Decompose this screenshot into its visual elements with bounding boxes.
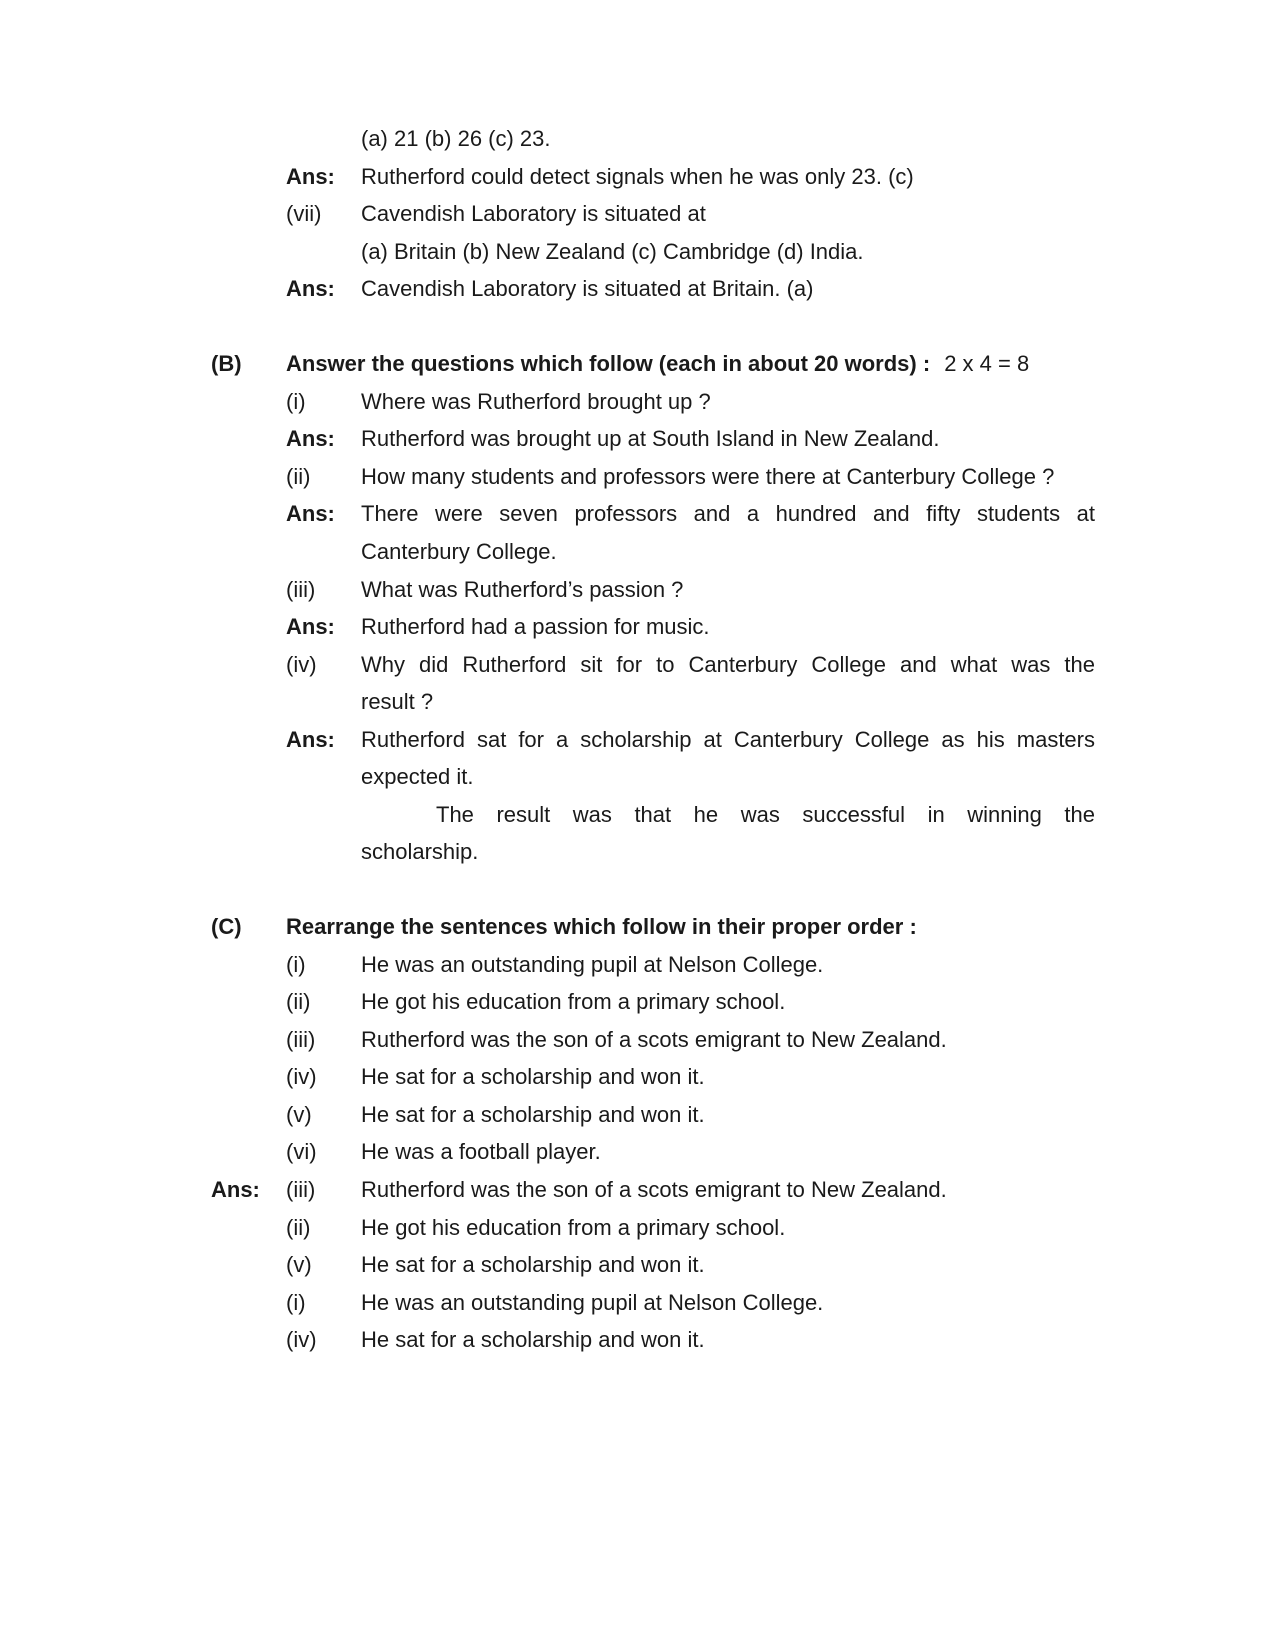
b-q4-text-line2: result ? — [361, 689, 434, 714]
section-b-heading-line — [0, 344, 1275, 384]
b-a2-text-line1: There were seven professors and a hundred and fifty students at — [361, 501, 1095, 526]
answer-label: Ans: — [211, 1177, 260, 1202]
item-number: (v) — [286, 1252, 312, 1277]
b-q1-line — [0, 382, 1275, 422]
q7-answer-line — [0, 269, 1275, 309]
list-item — [0, 1132, 1275, 1172]
item-number: (i) — [286, 1290, 306, 1315]
answer-item — [0, 1170, 1275, 1210]
b-q2-text: How many students and professors were there at Canterbury College ? — [361, 464, 1055, 489]
b-q2-number: (ii) — [286, 464, 311, 489]
b-q3-line — [0, 570, 1275, 610]
section-c-label: (C) — [211, 914, 242, 939]
b-a4-text-line4: scholarship. — [361, 839, 479, 864]
list-item — [0, 1095, 1275, 1135]
answer-label: Ans: — [286, 426, 335, 451]
q7-text: Cavendish Laboratory is situated at — [361, 201, 706, 226]
answer-label: Ans: — [286, 164, 335, 189]
item-number: (iii) — [286, 1177, 316, 1202]
item-number: (iv) — [286, 1064, 317, 1089]
b-q1-number: (i) — [286, 389, 306, 414]
list-item — [0, 945, 1275, 985]
answer-item — [0, 1208, 1275, 1248]
b-q4-text-line1: Why did Rutherford sit for to Canterbury College and what was the — [361, 652, 1095, 677]
b-a1-text: Rutherford was brought up at South Island in New Zealand. — [361, 426, 940, 451]
q6-options: (a) 21 (b) 26 (c) 23. — [361, 126, 551, 151]
item-text: He got his education from a primary school. — [361, 1215, 786, 1240]
b-q4-line1 — [0, 645, 1275, 685]
answer-item — [0, 1283, 1275, 1323]
item-text: He was an outstanding pupil at Nelson College. — [361, 952, 824, 977]
b-a4-line3 — [0, 795, 1275, 835]
q7-answer: Cavendish Laboratory is situated at Britain. (a) — [361, 276, 814, 301]
section-c-heading-line — [0, 907, 1275, 947]
item-number: (v) — [286, 1102, 312, 1127]
answer-item — [0, 1320, 1275, 1360]
b-a3-text: Rutherford had a passion for music. — [361, 614, 710, 639]
q7-number: (vii) — [286, 201, 322, 226]
item-text: He sat for a scholarship and won it. — [361, 1327, 705, 1352]
list-item — [0, 1057, 1275, 1097]
item-number: (iii) — [286, 1027, 316, 1052]
item-text: He sat for a scholarship and won it. — [361, 1252, 705, 1277]
section-b-heading-wrap — [286, 344, 1029, 384]
b-q1-text: Where was Rutherford brought up ? — [361, 389, 711, 414]
q7-options: (a) Britain (b) New Zealand (c) Cambridge (d) India. — [361, 239, 864, 264]
answer-item — [0, 1245, 1275, 1285]
item-text: He was an outstanding pupil at Nelson College. — [361, 1290, 824, 1315]
b-a2-line2 — [0, 532, 1275, 572]
b-q4-number: (iv) — [286, 652, 317, 677]
item-text: He sat for a scholarship and won it. — [361, 1064, 705, 1089]
item-number: (i) — [286, 952, 306, 977]
q6-options-line — [0, 119, 1275, 159]
b-q3-number: (iii) — [286, 577, 316, 602]
item-text: He was a football player. — [361, 1139, 601, 1164]
item-text: He sat for a scholarship and won it. — [361, 1102, 705, 1127]
b-a2-text-line2: Canterbury College. — [361, 539, 557, 564]
b-a2-line1 — [0, 494, 1275, 534]
item-number: (ii) — [286, 989, 311, 1014]
b-a4-line1 — [0, 720, 1275, 760]
b-a4-text-line3: The result was that he was successful in winning the — [436, 802, 1095, 827]
item-text: He got his education from a primary school. — [361, 989, 786, 1014]
answer-label: Ans: — [286, 501, 335, 526]
item-text: Rutherford was the son of a scots emigrant to New Zealand. — [361, 1027, 947, 1052]
b-a4-text-line1: Rutherford sat for a scholarship at Canterbury College as his masters — [361, 727, 1095, 752]
item-number: (vi) — [286, 1139, 317, 1164]
b-a4-line2 — [0, 757, 1275, 797]
answer-label: Ans: — [286, 276, 335, 301]
section-b-heading: Answer the questions which follow (each in about 20 words) : — [286, 351, 931, 376]
list-item — [0, 982, 1275, 1022]
item-number: (ii) — [286, 1215, 311, 1240]
b-a4-line4 — [0, 832, 1275, 872]
answer-label: Ans: — [286, 614, 335, 639]
answer-label: Ans: — [286, 727, 335, 752]
b-q4-line2 — [0, 682, 1275, 722]
b-a3-line — [0, 607, 1275, 647]
q7-line — [0, 194, 1275, 234]
section-b-label: (B) — [211, 351, 242, 376]
item-text: Rutherford was the son of a scots emigrant to New Zealand. — [361, 1177, 947, 1202]
b-a4-text-line2: expected it. — [361, 764, 474, 789]
q6-answer-line — [0, 157, 1275, 197]
b-q2-line — [0, 457, 1275, 497]
b-q3-text: What was Rutherford’s passion ? — [361, 577, 684, 602]
section-c-heading: Rearrange the sentences which follow in their proper order : — [286, 914, 917, 939]
section-b-marks: 2 x 4 = 8 — [944, 351, 1030, 376]
q7-options-line — [0, 232, 1275, 272]
q6-answer: Rutherford could detect signals when he was only 23. (c) — [361, 164, 914, 189]
b-a1-line — [0, 419, 1275, 459]
list-item — [0, 1020, 1275, 1060]
item-number: (iv) — [286, 1327, 317, 1352]
